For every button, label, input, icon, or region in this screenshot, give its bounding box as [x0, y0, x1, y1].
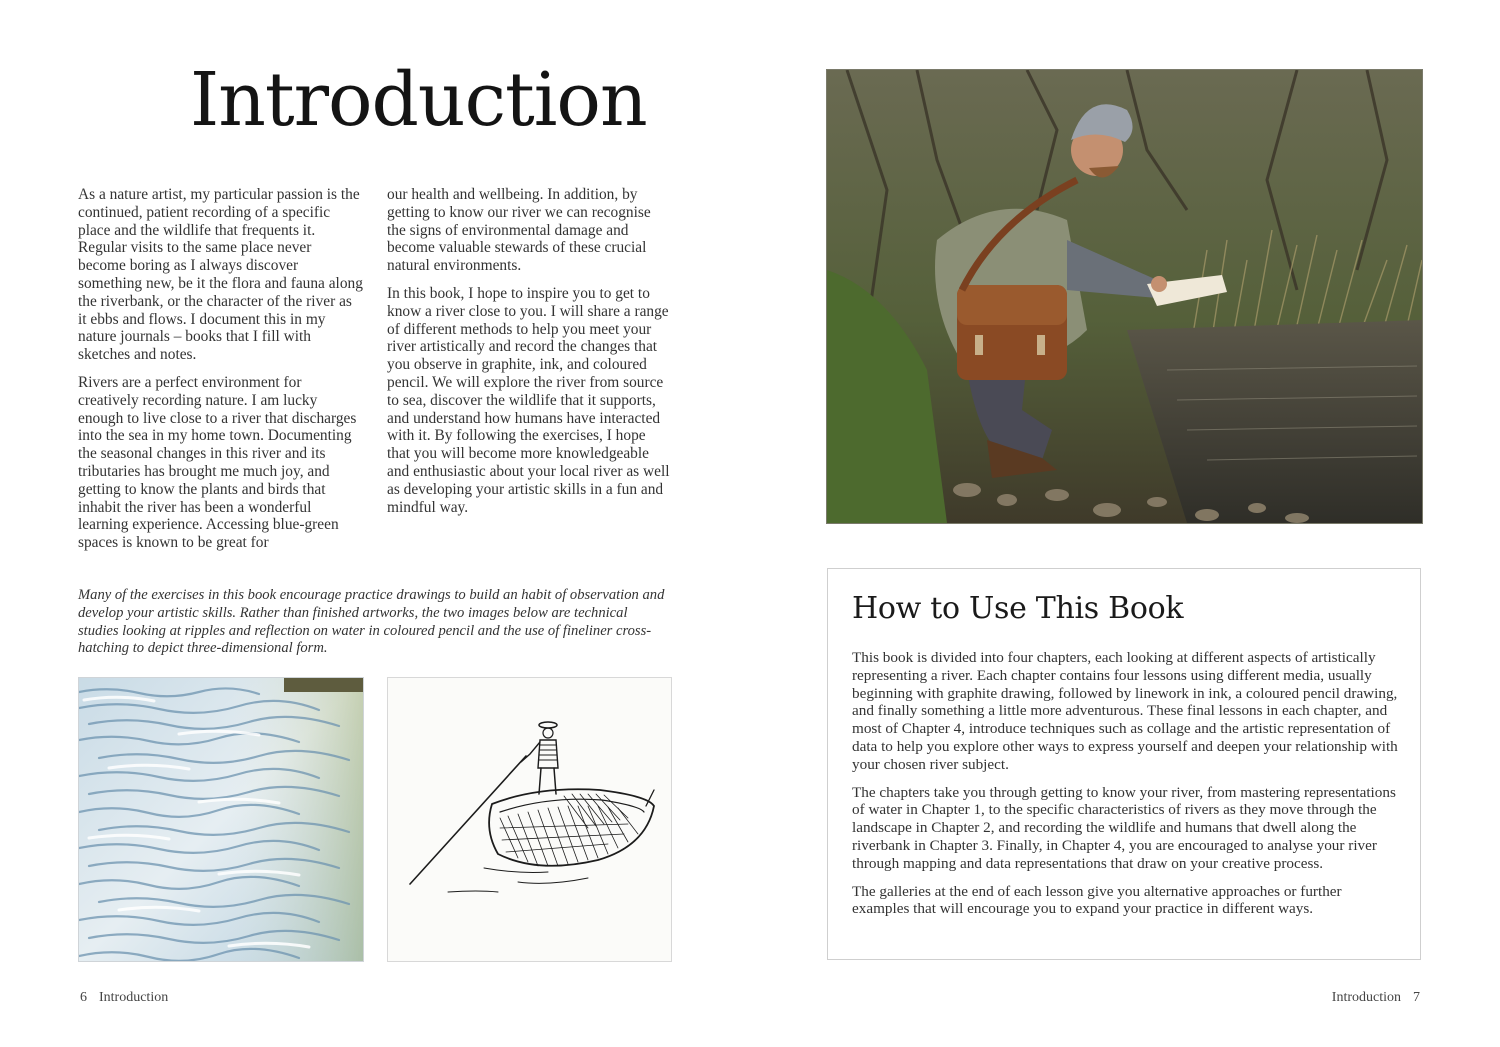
paragraph: As a nature artist, my particular passion is the continued, patient recording of a specific place and the wildlife that frequents it. Regular visits to the same place never become boring as I always discover something new, be it the flora and fauna along the riverbank, or the character of the river as it ebbs and flows. I document this in my nature journals – books that I fill with sketches and notes.: [78, 186, 363, 364]
page-number: 7: [1413, 990, 1420, 1005]
page-title: Introduction: [190, 57, 647, 143]
intro-column-1: [78, 186, 363, 562]
section-heading: How to Use This Book: [852, 591, 1184, 626]
footer-right: [1320, 990, 1420, 1006]
water-ripples-drawing: [78, 677, 364, 962]
footer-section-label: Introduction: [99, 990, 169, 1005]
paragraph: our health and wellbeing. In addition, by getting to know our river we can recognise the signs of environmental damage and become valuable stewards of these crucial natural environments.: [387, 186, 651, 275]
boat-ink-drawing: [387, 677, 672, 962]
how-to-use-box: [827, 568, 1421, 960]
paragraph: This book is divided into four chapters, each looking at different aspects of artistically representing a river. Each chapter contains four lessons using different media, usually beginning with graphite drawing, followed by linework in ink, a coloured pencil drawing, and finally something a little more adventurous. These final lessons in each chapter, and most of Chapter 4, introduce techniques such as collage and the artistic representation of data to help you explore other ways to express yourself and deepen your relationship with your chosen river subject.: [852, 649, 1398, 773]
artist-riverbank-photo: [826, 69, 1423, 524]
image-caption: Many of the exercises in this book encourage practice drawings to build an habit of observation and develop your artistic skills. Rather than finished artworks, the two images below are technical studies looking at ripples and reflection on water in coloured pencil and the use of fineliner cross-hatching to depict three-dimensional form.: [78, 587, 665, 657]
footer-section-label: Introduction: [1331, 990, 1401, 1005]
paragraph: Rivers are a perfect environment for creatively recording nature. I am lucky enough to live close to a river that discharges into the sea in my home town. Documenting the seasonal changes in this river and its tributaries has brought me much joy, and getting to know the plants and birds that inhabit the river has been a wonderful learning experience. Accessing blue-green spaces is known to be great for: [78, 373, 357, 552]
paragraph: The galleries at the end of each lesson give you alternative approaches or further examples that will encourage you to expand your practice in different ways.: [852, 882, 1342, 918]
footer-left: [80, 990, 180, 1006]
howto-body: [852, 649, 1400, 928]
page-number: 6: [80, 990, 87, 1005]
paragraph: The chapters take you through getting to know your river, from mastering representations of water in Chapter 1, to the specific characteristics of rivers as they move through the landscape in Chapter 2, and recording the wildlife and humans that dwell along the riverbank in Chapter 3. Finally, in Chapter 4, you are encouraged to analyse your river through mapping and data representations that draw on your creative process.: [852, 783, 1396, 872]
intro-column-2: [387, 186, 672, 526]
paragraph: In this book, I hope to inspire you to get to know a river close to you. I will share a range of different methods to help you meet your river artistically and record the changes that you observe in graphite, ink, and coloured pencil. We will explore the river from source to sea, discover the wildlife that it supports, and understand how humans have interacted with it. By following the exercises, I hope that you will become more knowledgeable and enthusiastic about your local river as well as developing your artistic skills in a fun and mindful way.: [387, 284, 670, 516]
